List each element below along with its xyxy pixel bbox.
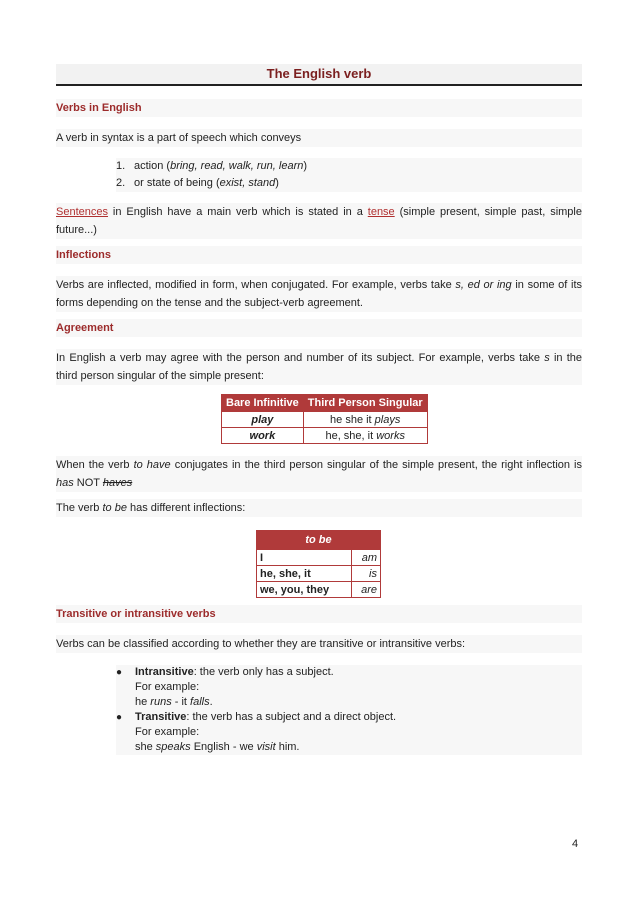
bullet-icon: ● [116, 667, 123, 678]
action-state-list [116, 158, 582, 192]
have-paragraph: When the verb to have conjugates in the third person singular of the simple present, the right inflection is has NOT haves [56, 456, 582, 492]
third-person-table [221, 394, 428, 444]
transitive-bullets [116, 665, 582, 755]
heading-verbs-in-english: Verbs in English [56, 99, 582, 117]
table-row: we, you, they are [257, 582, 381, 598]
table-row: play he she it plays [222, 412, 428, 428]
table-row: he, she, it is [257, 566, 381, 582]
heading-inflections: Inflections [56, 246, 582, 264]
list-item [116, 158, 582, 175]
sentences-link[interactable]: Sentences [56, 206, 108, 218]
verbs-intro: A verb in syntax is a part of speech which conveys [56, 129, 582, 147]
table-row: I am [257, 550, 381, 566]
list-number: 1. [116, 160, 126, 172]
header-bare-infinitive: Bare Infinitive [222, 395, 304, 412]
inflections-paragraph: Verbs are inflected, modified in form, when conjugated. For example, verbs take s, ed or ing in some of its forms depending on the tense and the subject-verb agreement. [56, 276, 582, 312]
agreement-paragraph: In English a verb may agree with the person and number of its subject. For example, verbs take s in the third person singular of the simple present: [56, 349, 582, 385]
to-be-table [256, 530, 381, 598]
header-to-be: to be [257, 531, 381, 550]
list-text: or state of being (exist, stand) [134, 177, 279, 189]
list-item [116, 175, 582, 192]
tobe-paragraph: The verb to be has different inflections: [56, 499, 582, 517]
transitive-intro: Verbs can be classified according to whether they are transitive or intransitive verbs: [56, 635, 582, 653]
list-item: ● Intransitive: the verb only has a subject. For example: he runs - it falls. [116, 666, 334, 708]
list-item: ● Transitive: the verb has a subject and a direct object. For example: she speaks English - we visit him. [116, 711, 397, 753]
sentences-paragraph: Sentences in English have a main verb which is stated in a tense (simple present, simple past, simple future...) [56, 203, 582, 239]
bullet-icon: ● [116, 712, 123, 723]
header-third-person: Third Person Singular [303, 395, 427, 412]
page-number: 4 [572, 838, 579, 850]
list-number: 2. [116, 177, 126, 189]
heading-agreement: Agreement [56, 319, 582, 337]
list-text: action (bring, read, walk, run, learn) [134, 160, 308, 172]
table-row: work he, she, it works [222, 428, 428, 444]
page-title: The English verb [56, 64, 582, 86]
tense-link[interactable]: tense [367, 206, 395, 218]
heading-transitive: Transitive or intransitive verbs [56, 605, 582, 623]
